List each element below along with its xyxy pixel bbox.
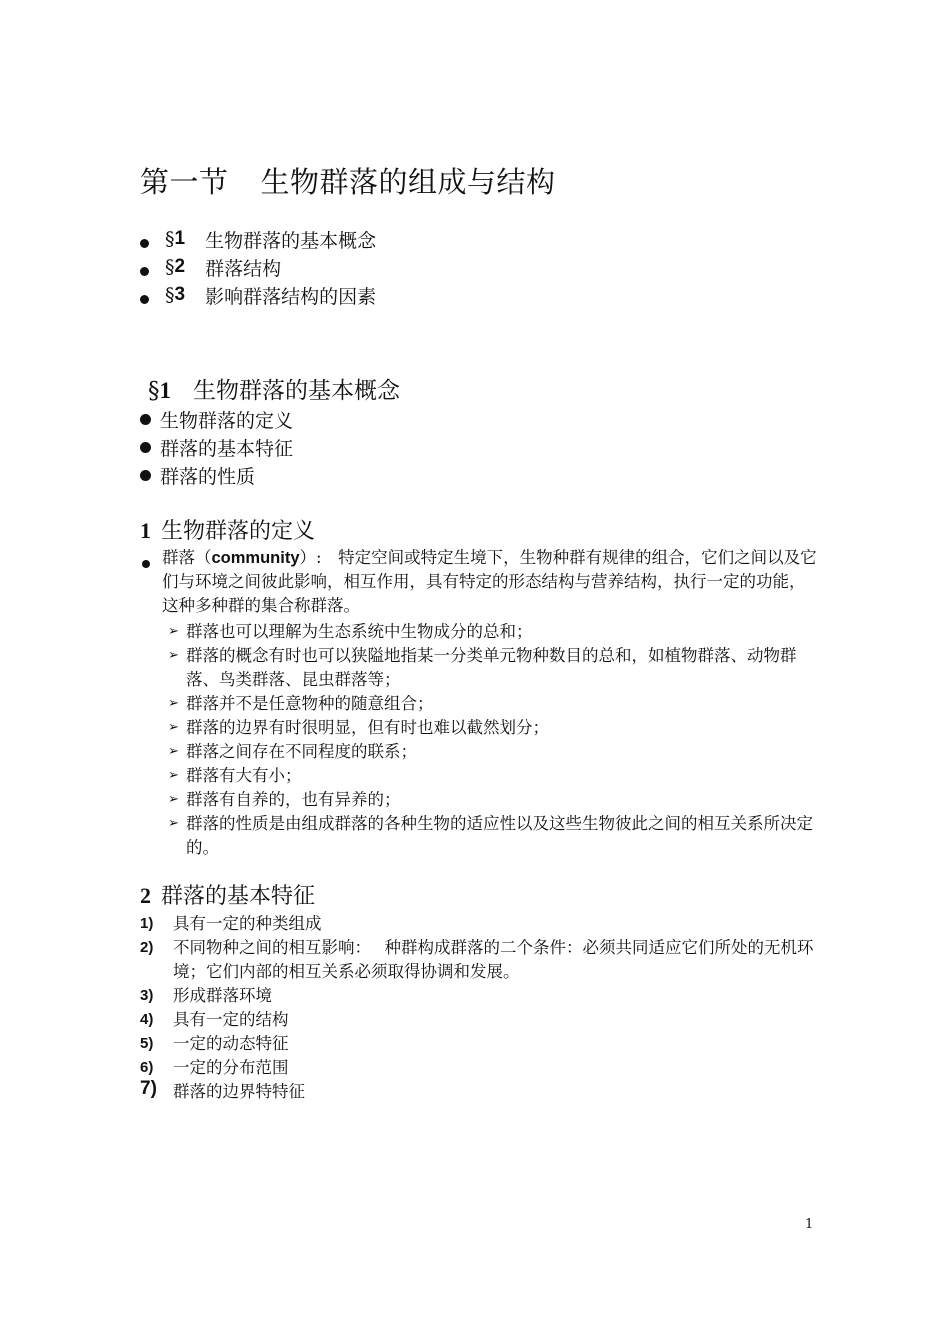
- section-label: 生物群落的基本概念: [193, 378, 400, 404]
- title-prefix: 第一节: [140, 165, 229, 199]
- list-item-text: 群落之间存在不同程度的联系；: [186, 742, 417, 761]
- list-number: 4): [140, 1011, 154, 1028]
- list-item-text: 一定的动态特征: [173, 1034, 289, 1053]
- list-item-text: 形成群落环境: [173, 986, 272, 1005]
- bullet-icon: [140, 442, 151, 453]
- section-heading: [148, 372, 400, 405]
- list-item: [140, 1080, 820, 1104]
- subsection-label: 群落的基本特征: [161, 884, 316, 909]
- definition-term: community: [211, 549, 300, 567]
- arrow-bullet-icon: ➢: [168, 792, 179, 807]
- section-symbol: §: [165, 284, 175, 306]
- list-item: [140, 1032, 820, 1056]
- toc-item: [140, 225, 376, 253]
- toc-item: [140, 253, 376, 281]
- arrow-bullet-icon: ➢: [168, 648, 179, 663]
- page-title: [140, 160, 556, 201]
- definition-paragraph: [140, 546, 820, 618]
- list-item: [140, 1056, 820, 1080]
- section-symbol: §: [165, 256, 175, 278]
- subsection-heading: [140, 879, 315, 910]
- bullet-icon: [140, 267, 149, 276]
- list-item: [140, 984, 820, 1008]
- arrow-bullet-icon: ➢: [168, 696, 179, 711]
- definition-text: [162, 546, 820, 618]
- section-outline: [140, 405, 293, 489]
- list-item-text: 具有一定的结构: [173, 1010, 289, 1029]
- feature-list: [140, 912, 820, 1104]
- list-item-text: 群落的性质是由组成群落的各种生物的适应性以及这些生物彼此之间的相互关系所决定的。: [186, 814, 813, 857]
- list-item-text: 不同物种之间的相互影响： 种群构成群落的二个条件：必须共同适应它们所处的无机环境；它们内部的相互关系必须取得协调和发展。: [173, 938, 814, 981]
- list-item: [168, 812, 828, 860]
- list-item: [168, 716, 828, 740]
- list-item-text: 群落的概念有时也可以狭隘地指某一分类单元物种数目的总和，如植物群落、动物群落、鸟类群落、昆虫群落等；: [186, 646, 797, 689]
- definition-prefix: 群落（: [162, 548, 212, 567]
- outline-label: 生物群落的定义: [160, 409, 294, 432]
- bullet-icon: [140, 414, 151, 425]
- toc-number: 1: [174, 228, 186, 249]
- list-item: [168, 740, 828, 764]
- list-item-text: 群落也可以理解为生态系统中生物成分的总和；: [186, 622, 533, 641]
- section-symbol: §: [165, 228, 175, 250]
- section-symbol: §: [148, 378, 160, 404]
- list-item-text: 群落有自养的，也有异养的；: [186, 790, 401, 809]
- subsection-number: 1: [140, 518, 151, 543]
- outline-label: 群落的基本特征: [160, 437, 294, 460]
- list-item: [168, 644, 828, 692]
- list-number: 2): [140, 939, 154, 956]
- outline-item: [140, 433, 293, 461]
- list-item-text: 群落的边界有时很明显，但有时也难以截然划分；: [186, 718, 549, 737]
- toc-item: [140, 281, 376, 309]
- list-item-text: 群落有大有小；: [186, 766, 302, 785]
- definition-body: 特定空间或特定生境下，生物种群有规律的组合，它们之间以及它们与环境之间彼此影响，相互作用，具有特定的形态结构与营养结构，执行一定的功能，这种多种群的集合称群落。: [162, 548, 817, 615]
- list-number: 1): [140, 915, 154, 932]
- list-item: [168, 620, 828, 644]
- bullet-icon: [142, 560, 150, 568]
- toc-number: 2: [174, 256, 186, 277]
- list-item: [168, 692, 828, 716]
- subsection-number: 2: [140, 883, 151, 908]
- list-number: 5): [140, 1035, 154, 1052]
- subsection-label: 生物群落的定义: [161, 519, 316, 544]
- list-item: [140, 1008, 820, 1032]
- arrow-bullet-icon: ➢: [168, 624, 179, 639]
- subsection-heading: [140, 514, 315, 545]
- bullet-icon: [140, 470, 151, 481]
- bullet-icon: [140, 239, 149, 248]
- outline-item: [140, 461, 293, 489]
- definition-points: [168, 620, 828, 860]
- toc-number: 3: [174, 284, 186, 305]
- definition-term-close: ）:: [299, 548, 322, 567]
- list-item: [140, 936, 820, 984]
- outline-label: 群落的性质: [160, 465, 256, 488]
- toc-label: 影响群落结构的因素: [205, 285, 377, 308]
- list-number: 7): [140, 1078, 157, 1099]
- list-item-text: 群落的边界特特征: [173, 1082, 305, 1101]
- toc-label: 生物群落的基本概念: [205, 229, 377, 252]
- list-number: 3): [140, 987, 154, 1004]
- section-number: 1: [159, 378, 171, 403]
- list-item-text: 一定的分布范围: [173, 1058, 289, 1077]
- bullet-icon: [140, 295, 149, 304]
- arrow-bullet-icon: ➢: [168, 744, 179, 759]
- table-of-contents: [140, 225, 376, 309]
- list-item: [168, 788, 828, 812]
- arrow-bullet-icon: ➢: [168, 816, 179, 831]
- page-number: 1: [805, 1217, 814, 1232]
- list-item: [140, 912, 820, 936]
- list-item-text: 具有一定的种类组成: [173, 914, 322, 933]
- outline-item: [140, 405, 293, 433]
- list-item: [168, 764, 828, 788]
- arrow-bullet-icon: ➢: [168, 768, 179, 783]
- list-item-text: 群落并不是任意物种的随意组合；: [186, 694, 434, 713]
- toc-label: 群落结构: [205, 257, 282, 280]
- arrow-bullet-icon: ➢: [168, 720, 179, 735]
- title-main: 生物群落的组成与结构: [260, 165, 556, 199]
- list-number: 6): [140, 1059, 154, 1076]
